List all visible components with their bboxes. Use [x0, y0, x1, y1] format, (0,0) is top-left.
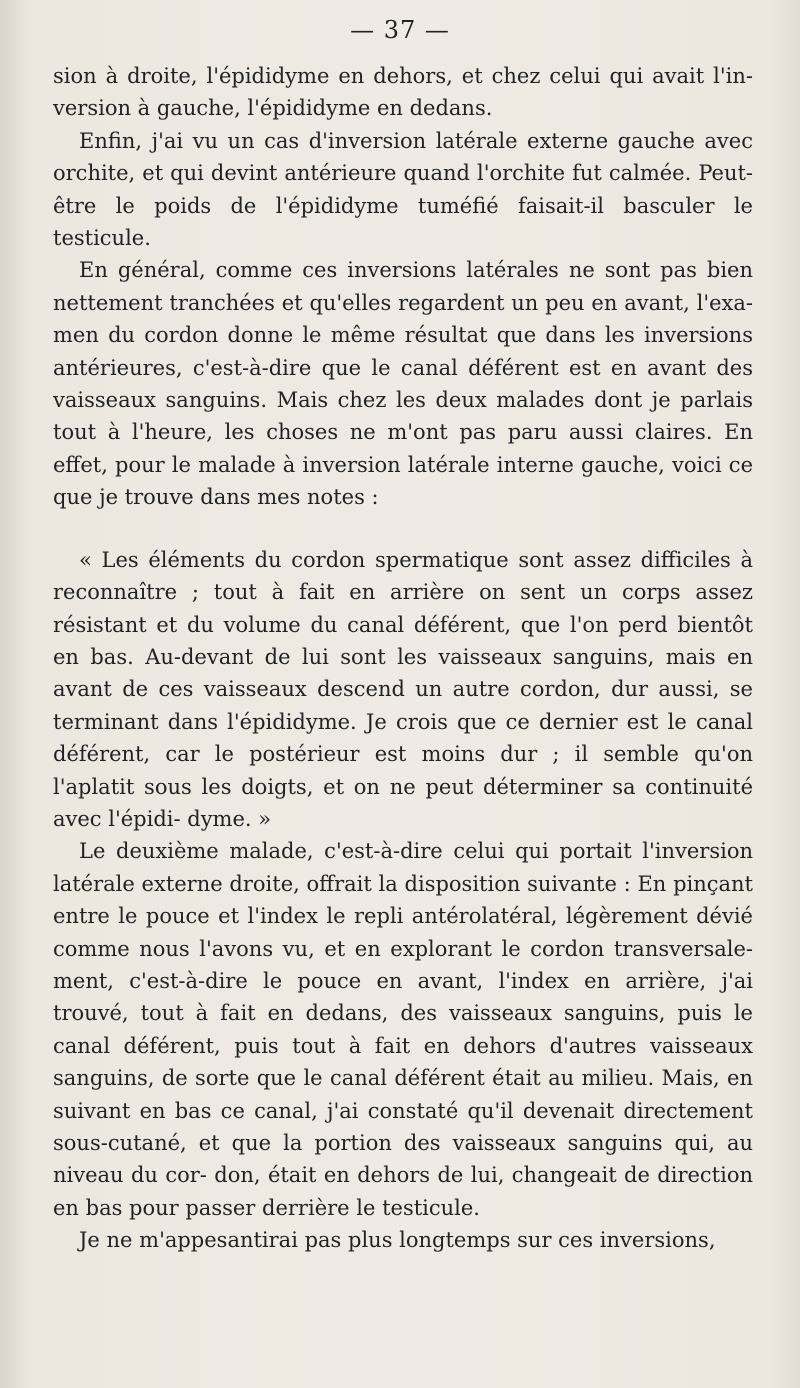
paragraph: Enfin, j'ai vu un cas d'inversion latérale externe gauche avec orchite, et qui devint antérieure quand l'orchite fut calmée. Peut-être le poids de l'épididyme tuméfié faisait-il basculer le testicule.	[53, 128, 753, 251]
paragraph: Le deuxième malade, c'est-à-dire celui qui portait l'inversion latérale externe droite, offrait la disposition suivante : En pinçant entre le pouce et l'index le repli antérolatéral, légèrement dévié comme nous l'avons vu, et en explorant le cordon transversale- ment, c'est-à-dire le pouce en avant, l'index en arrière, j'ai trouvé, tout à fait en dedans, des vaisseaux sanguins, puis le canal déférent, puis tout à fait en dehors d'autres vaisseaux sanguins, de sorte que le canal déférent était au milieu. Mais, en suivant en bas ce canal, j'ai constaté qu'il devenait directement sous-cutané, et que la portion des vaisseaux sanguins qui, au niveau du cor- don, était en dehors de lui, changeait de direction en bas pour passer derrière le testicule.	[53, 839, 753, 1220]
quoted-paragraph: « Les éléments du cordon spermatique sont assez difficiles à reconnaître ; tout à fait en arrière on sent un corps assez résistant et du volume du canal déférent, que l'on perd bientôt en bas. Au-devant de lui sont les vaisseaux sanguins, mais en avant de ces vaisseaux descend un autre cordon, dur aussi, se terminant dans l'épididyme. Je crois que ce dernier est le canal déférent, car le postérieur est moins dur ; il semble qu'on l'aplatit sous les doigts, et on ne peut déterminer sa continuité avec l'épidi- dyme. »	[53, 547, 753, 831]
paragraph: Je ne m'appesantirai pas plus longtemps sur ces inversions,	[79, 1228, 716, 1253]
page-number: — 37 —	[350, 16, 450, 44]
paragraph: sion à droite, l'épididyme en dehors, et chez celui qui avait l'in- version à gauche, l'épididyme en dedans.	[53, 64, 753, 121]
paragraph: En général, comme ces inversions latérales ne sont pas bien nettement tranchées et qu'elles regardent un peu en avant, l'exa- men du cordon donne le même résultat que dans les inversions antérieures, c'est-à-dire que le canal déférent est en avant des vaisseaux sanguins. Mais chez les deux malades dont je parlais tout à l'heure, les choses ne m'ont pas paru aussi claires. En effet, pour le malade à inversion latérale interne gauche, voici ce que je trouve dans mes notes :	[53, 258, 753, 510]
body-text	[53, 60, 753, 1257]
